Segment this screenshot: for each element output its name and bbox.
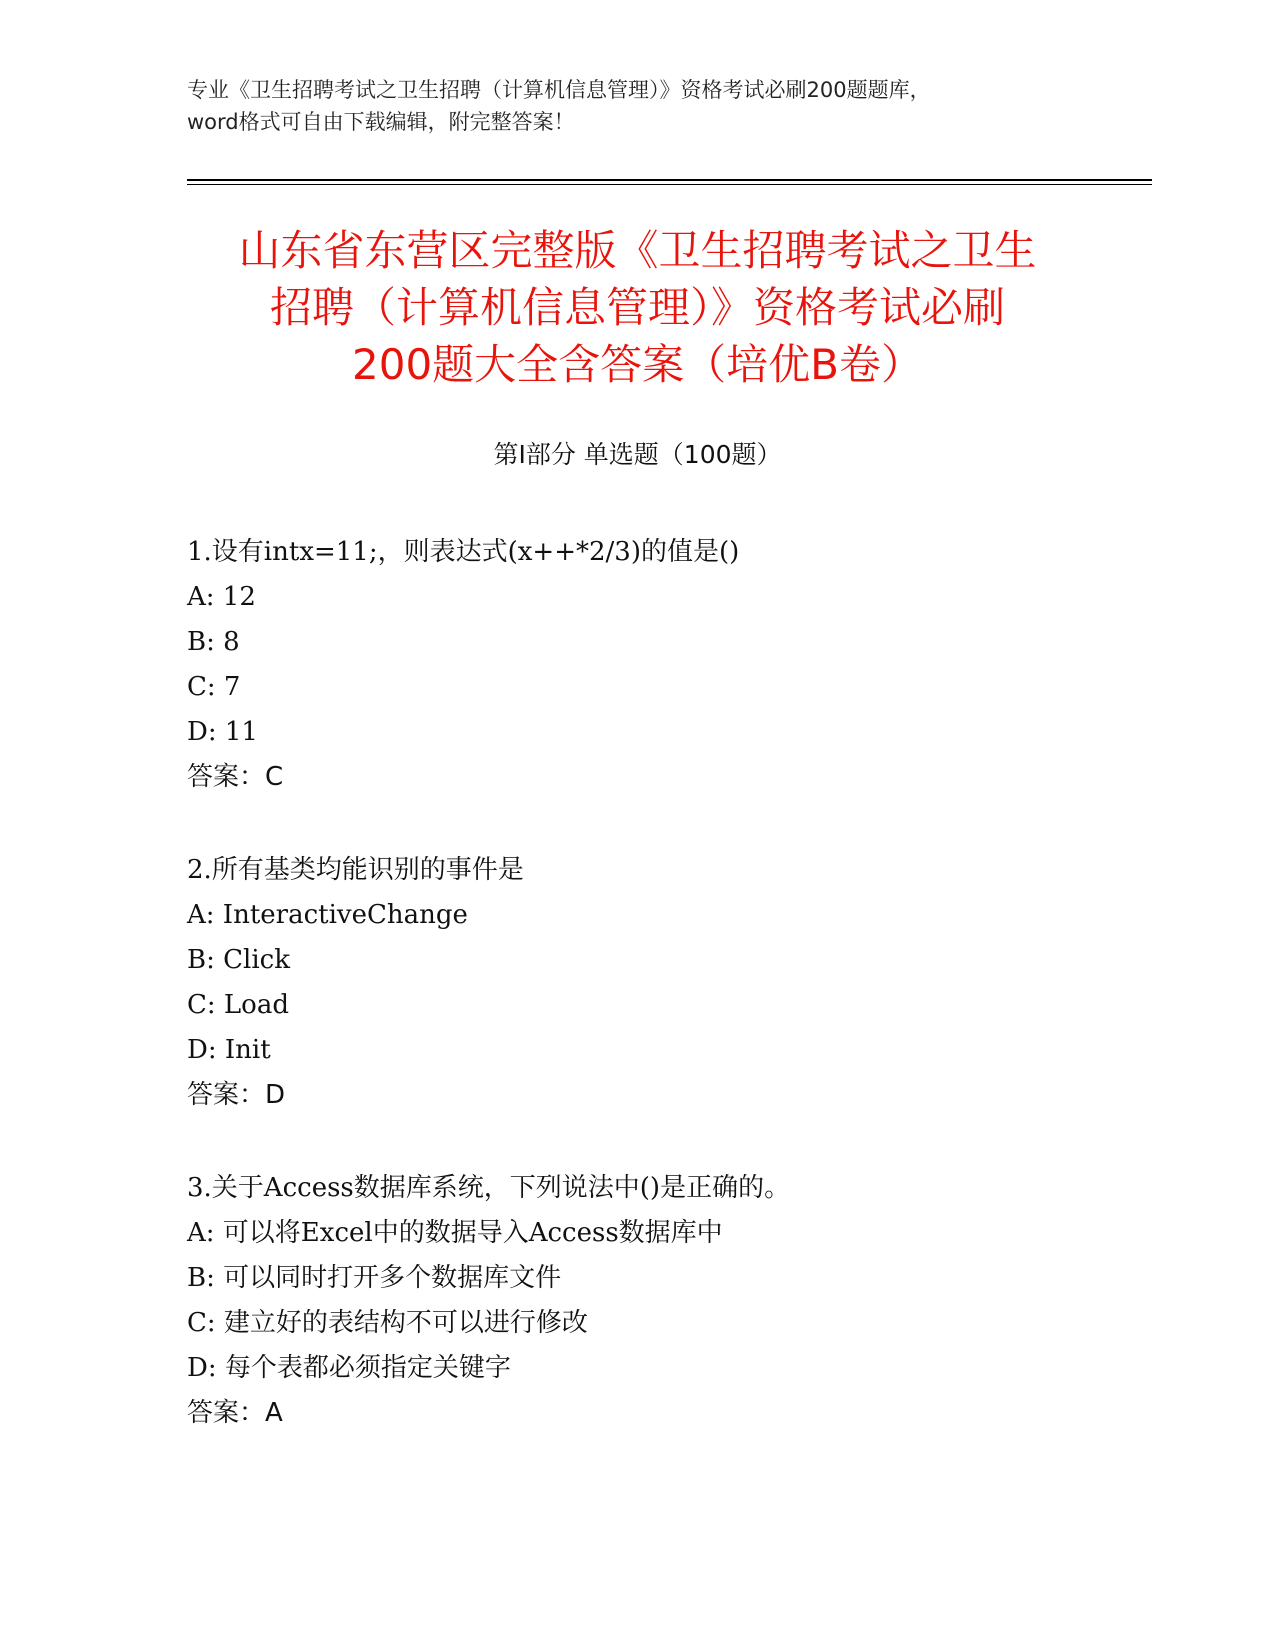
title-line-3: 200题大全含答案（培优B卷） — [352, 340, 923, 389]
option-c: C: 建立好的表结构不可以进行修改 — [187, 1308, 588, 1338]
question-block — [187, 530, 1137, 800]
option-d: D: Init — [187, 1035, 271, 1065]
title-line-2: 招聘（计算机信息管理）》资格考试必刷 — [269, 283, 1005, 332]
option-a: A: 可以将Excel中的数据导入Access数据库中 — [187, 1218, 723, 1248]
option-a: A: InteractiveChange — [187, 900, 468, 930]
header-note-line-1: 专业《卫生招聘考试之卫生招聘（计算机信息管理）》资格考试必刷200题题库， — [187, 78, 931, 102]
option-d: D: 11 — [187, 717, 258, 747]
answer-line: 答案：A — [187, 1398, 283, 1428]
title-line-1: 山东省东营区完整版《卫生招聘考试之卫生 — [238, 226, 1037, 275]
header-divider-thin — [187, 184, 1152, 185]
question-stem: 2.所有基类均能识别的事件是 — [187, 855, 524, 885]
option-c: C: 7 — [187, 672, 241, 702]
header-note — [187, 74, 1087, 138]
option-b: B: 可以同时打开多个数据库文件 — [187, 1263, 562, 1293]
option-d: D: 每个表都必须指定关键字 — [187, 1353, 511, 1383]
answer-line: 答案：C — [187, 762, 284, 792]
question-stem: 1.设有intx=11;，则表达式(x++*2/3)的值是() — [187, 537, 740, 567]
header-divider-thick — [187, 179, 1152, 181]
question-stem: 3.关于Access数据库系统，下列说法中()是正确的。 — [187, 1173, 791, 1203]
option-c: C: Load — [187, 990, 289, 1020]
question-block — [187, 848, 1137, 1118]
option-a: A: 12 — [187, 582, 256, 612]
option-b: B: Click — [187, 945, 290, 975]
document-title — [150, 222, 1125, 393]
answer-line: 答案：D — [187, 1080, 286, 1110]
option-b: B: 8 — [187, 627, 240, 657]
header-note-line-2: word格式可自由下载编辑，附完整答案！ — [187, 110, 575, 134]
question-block — [187, 1166, 1137, 1436]
section-heading: 第Ⅰ部分 单选题（100题） — [493, 440, 782, 469]
